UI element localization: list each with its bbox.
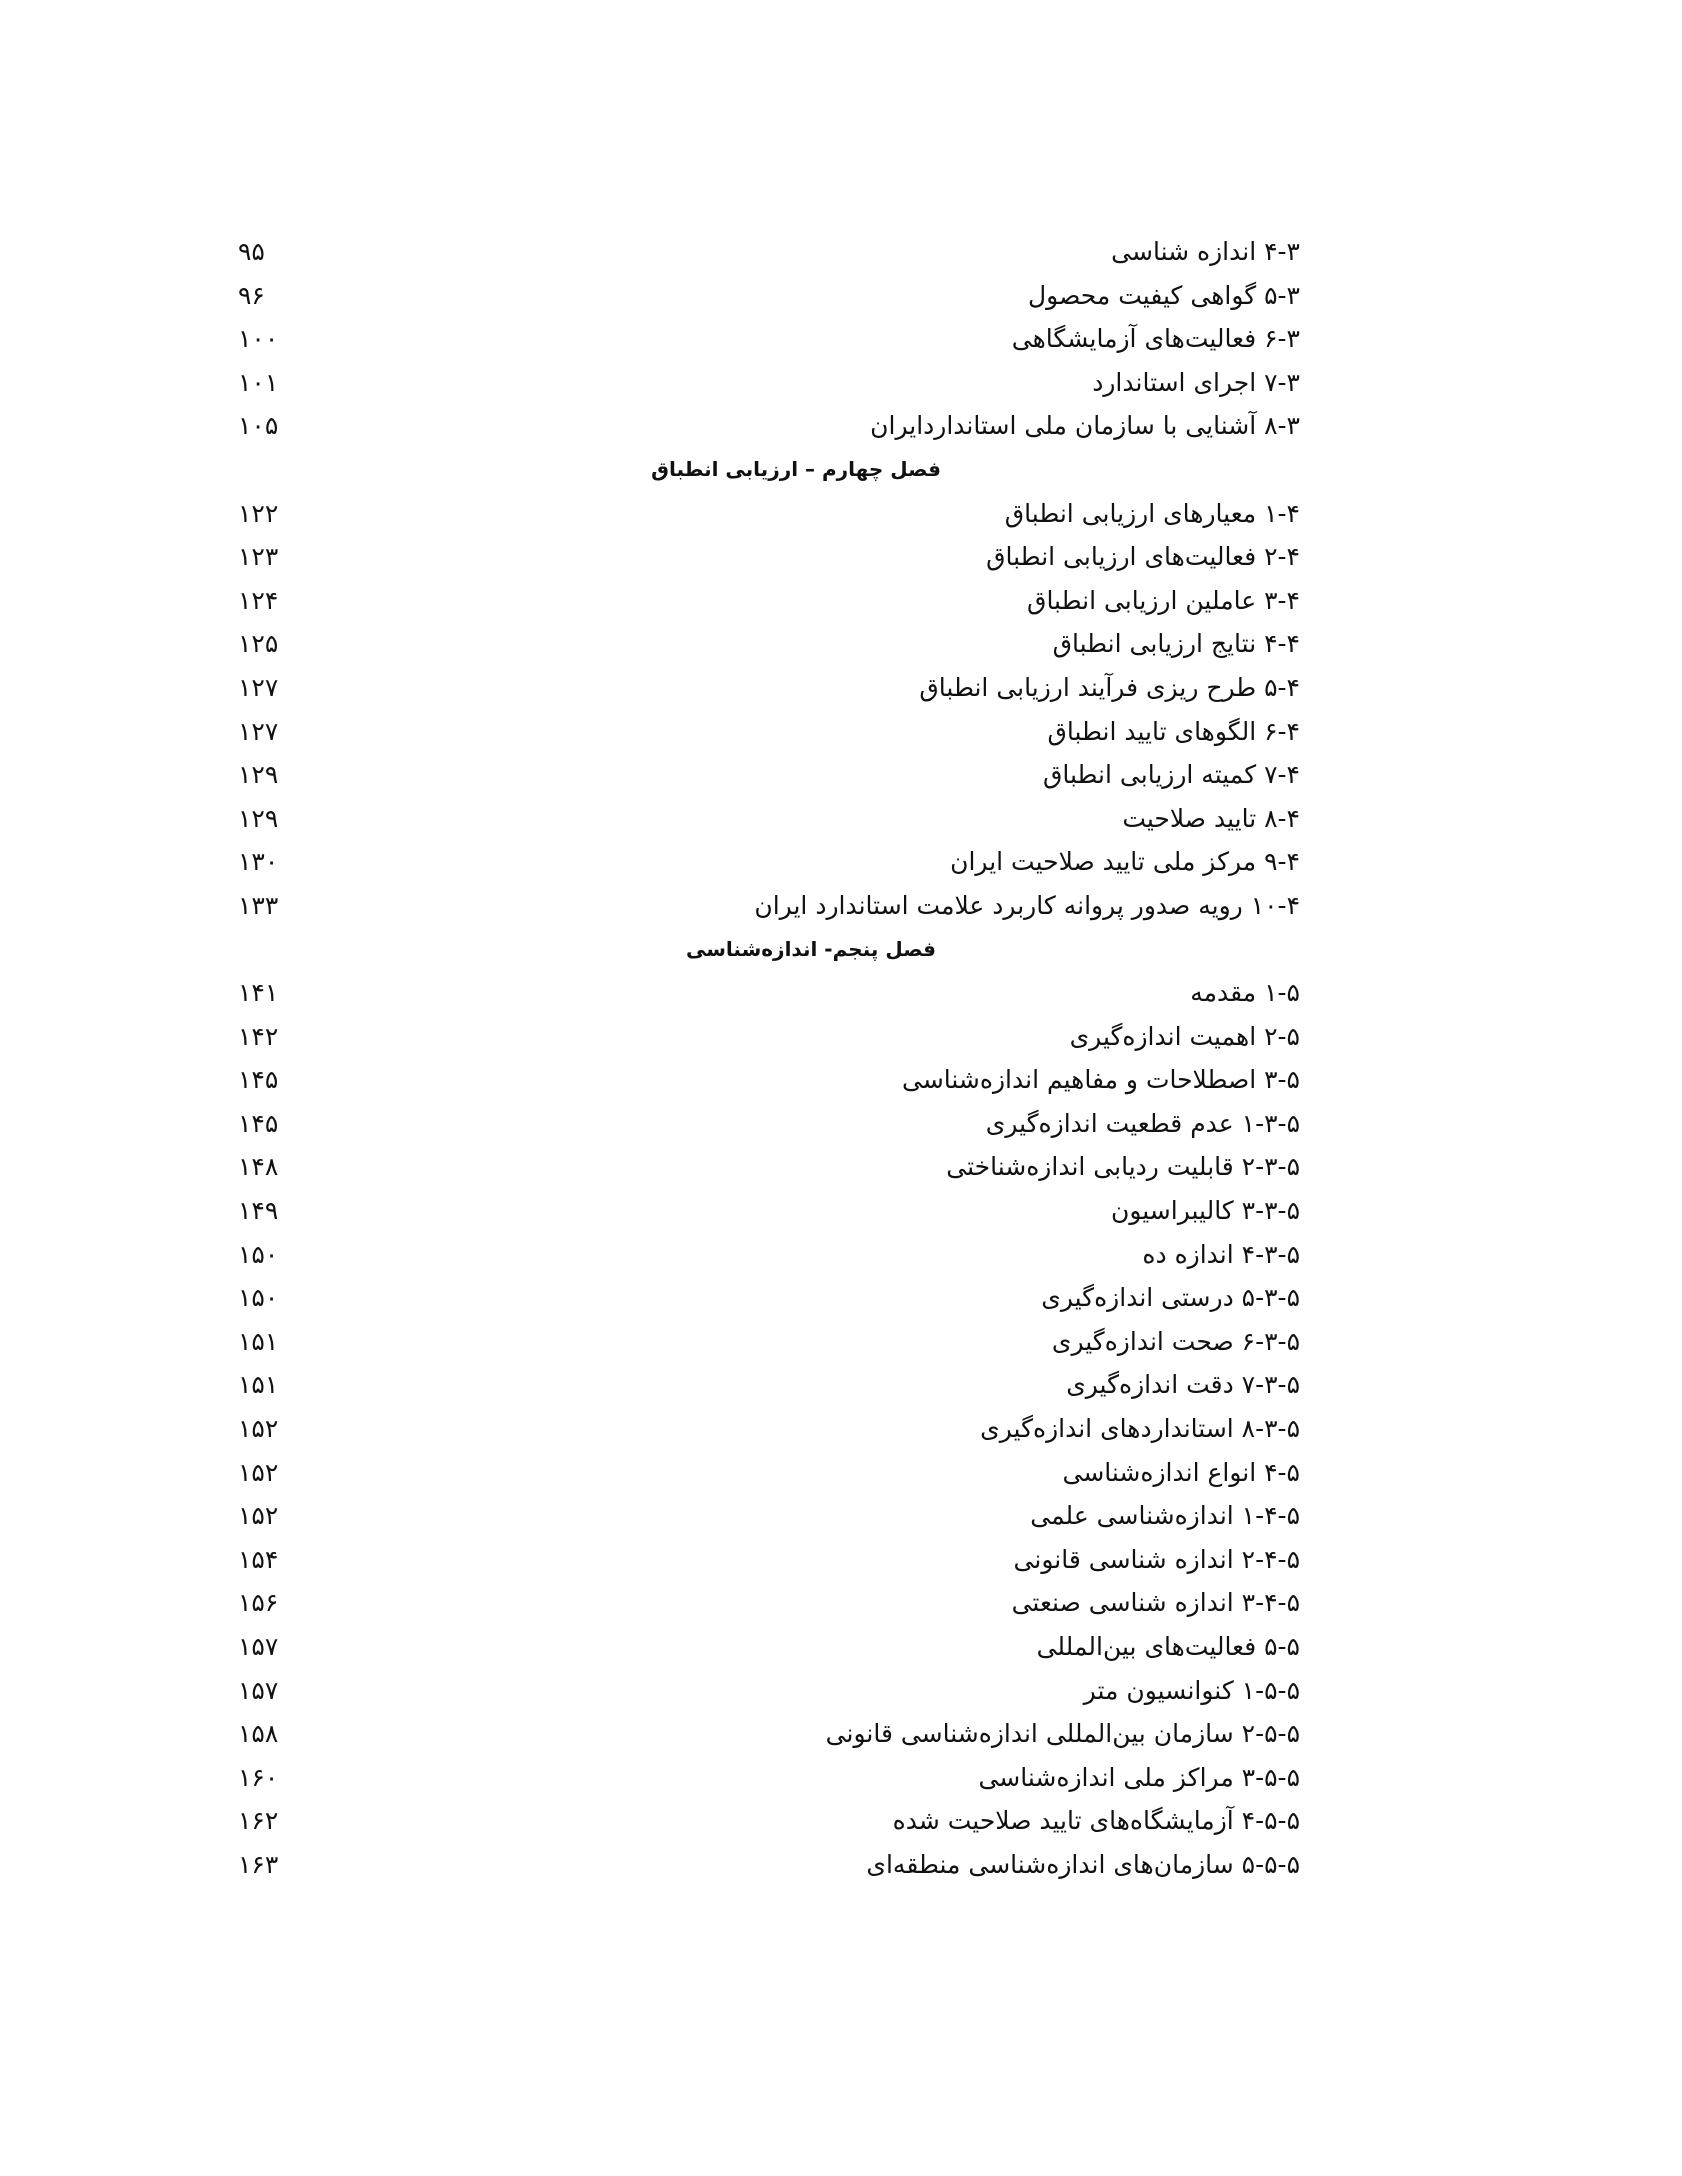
toc-entry-page-number: ۱۰۱	[238, 367, 279, 397]
toc-entry	[0, 1407, 1682, 1451]
toc-entry-page-number: ۱۳۰	[238, 847, 279, 877]
toc-entry-page-number: ۱۰۵	[238, 411, 279, 441]
toc-entry-page-number: ۱۵۰	[238, 1283, 279, 1313]
toc-entry-title: ۵-۳-۵ درستی اندازه‌گیری	[1041, 1283, 1300, 1313]
toc-entry	[0, 971, 1682, 1015]
toc-group-chapter5	[0, 971, 1682, 1886]
toc-entry	[0, 884, 1682, 928]
toc-entry-title: ۱-۴-۵ اندازه‌شناسی علمی	[1030, 1501, 1300, 1531]
toc-entry	[0, 622, 1682, 666]
toc-entry	[0, 1451, 1682, 1495]
toc-entry-title: ۷-۳ اجرای استاندارد	[1092, 367, 1300, 397]
toc-entry	[0, 1058, 1682, 1102]
toc-entry-page-number: ۱۲۷	[238, 716, 279, 746]
toc-entry	[0, 1712, 1682, 1756]
chapter4-heading-text: فصل چهارم – ارزیابی انطباق	[651, 456, 941, 481]
toc-entry-title: ۳-۳-۵ کالیبراسیون	[1110, 1196, 1300, 1226]
toc-entry-page-number: ۱۴۲	[238, 1021, 279, 1051]
toc-entry-title: ۸-۳-۵ استانداردهای اندازه‌گیری	[980, 1414, 1300, 1444]
toc-entry-title: ۳-۵ اصطلاحات و مفاهیم اندازه‌شناسی	[901, 1065, 1300, 1095]
toc-entry-title: ۱-۴ معیارهای ارزیابی انطباق	[1004, 498, 1300, 528]
toc-entry	[0, 1145, 1682, 1189]
toc-entry-title: ۸-۳ آشنایی با سازمان ملی استاندارد‌ایران	[870, 411, 1300, 441]
toc-entry-title: ۱۰-۴ رویه صدور پروانه کاربرد علامت استاندارد ایران	[754, 890, 1300, 920]
toc-entry-title: ۲-۴-۵ اندازه شناسی قانونی	[1013, 1544, 1300, 1574]
toc-entry	[0, 535, 1682, 579]
toc-entry	[0, 1756, 1682, 1800]
toc-entry	[0, 1320, 1682, 1364]
toc-entry-title: ۵-۵-۵ سازمان‌های اندازه‌شناسی منطقه‌ای	[866, 1849, 1300, 1879]
toc-entry-page-number: ۱۵۷	[238, 1675, 279, 1705]
table-of-contents	[0, 230, 1682, 1887]
toc-entry-title: ۸-۴ تایید صلاحیت	[1122, 803, 1300, 833]
toc-entry	[0, 1494, 1682, 1538]
toc-entry-title: ۵-۵ فعالیت‌های بین‌المللی	[1036, 1632, 1300, 1661]
toc-entry-page-number: ۱۵۲	[238, 1414, 279, 1444]
toc-entry-page-number: ۱۵۱	[238, 1326, 279, 1356]
toc-entry	[0, 317, 1682, 361]
toc-entry-page-number: ۱۵۲	[238, 1457, 279, 1487]
toc-entry-page-number: ۱۲۳	[238, 542, 279, 572]
chapter-heading	[0, 928, 1682, 972]
chapter-heading	[0, 448, 1682, 492]
toc-entry-page-number: ۱۵۸	[238, 1719, 279, 1749]
toc-entry-title: ۷-۳-۵ دقت اندازه‌گیری	[1066, 1370, 1300, 1400]
toc-group-chapter3	[0, 230, 1682, 448]
toc-entry-title: ۴-۳ اندازه شناسی	[1111, 237, 1300, 266]
toc-entry-page-number: ۱۲۵	[238, 629, 279, 659]
toc-entry	[0, 361, 1682, 405]
toc-entry-title: ۲-۴ فعالیت‌های ارزیابی انطباق	[986, 542, 1300, 572]
toc-entry-title: ۷-۴ کمیته ارزیابی انطباق	[1042, 760, 1300, 790]
toc-entry	[0, 1363, 1682, 1407]
toc-entry-title: ۲-۵ اهمیت اندازه‌گیری	[1069, 1021, 1300, 1051]
toc-entry-page-number: ۱۴۵	[238, 1108, 279, 1138]
toc-entry	[0, 1581, 1682, 1625]
toc-entry-page-number: ۱۶۳	[238, 1849, 279, 1879]
toc-entry-title: ۴-۵-۵ آزمایشگاه‌های تایید صلاحیت شده	[892, 1806, 1300, 1836]
toc-entry	[0, 274, 1682, 318]
toc-entry	[0, 1189, 1682, 1233]
toc-entry	[0, 492, 1682, 536]
toc-entry	[0, 1625, 1682, 1669]
toc-entry-page-number: ۱۲۴	[238, 585, 279, 615]
toc-entry-page-number: ۱۴۵	[238, 1065, 279, 1095]
toc-entry-title: ۴-۴ نتایج ارزیابی انطباق	[1052, 629, 1300, 659]
toc-entry-title: ۶-۳ فعالیت‌های آزمایشگاهی	[1011, 324, 1300, 354]
chapter5-heading-text: فصل پنجم- اندازه‌شناسی	[686, 936, 936, 961]
toc-entry-page-number: ۹۶	[238, 280, 265, 310]
toc-entry	[0, 797, 1682, 841]
toc-entry	[0, 1233, 1682, 1277]
toc-entry-page-number: ۱۶۰	[238, 1762, 279, 1792]
toc-entry	[0, 579, 1682, 623]
toc-entry	[0, 666, 1682, 710]
toc-entry-title: ۴-۵ انواع اندازه‌شناسی	[1062, 1457, 1300, 1487]
toc-entry-page-number: ۱۵۴	[238, 1544, 279, 1574]
toc-entry-title: ۱-۳-۵ عدم قطعیت اندازه‌گیری	[985, 1108, 1300, 1138]
toc-group-chapter4	[0, 492, 1682, 928]
toc-entry	[0, 753, 1682, 797]
toc-entry	[0, 1799, 1682, 1843]
toc-entry-page-number: ۱۲۲	[238, 498, 279, 528]
toc-entry-page-number: ۱۴۸	[238, 1152, 279, 1182]
toc-entry-page-number: ۹۵	[238, 237, 265, 266]
toc-entry-page-number: ۱۵۰	[238, 1239, 279, 1269]
toc-entry-page-number: ۱۲۹	[238, 803, 279, 833]
toc-entry-title: ۲-۵-۵ سازمان بین‌المللی اندازه‌شناسی قانونی	[825, 1719, 1300, 1749]
toc-entry-page-number: ۱۴۹	[238, 1196, 279, 1226]
toc-entry-title: ۳-۵-۵ مراکز ملی اندازه‌شناسی	[978, 1762, 1300, 1792]
toc-entry-title: ۵-۳ گواهی کیفیت محصول	[1028, 280, 1300, 310]
toc-entry	[0, 1669, 1682, 1713]
toc-entry-page-number: ۱۲۹	[238, 760, 279, 790]
toc-entry-title: ۳-۴-۵ اندازه شناسی صنعتی	[1011, 1588, 1300, 1618]
toc-entry	[0, 1538, 1682, 1582]
toc-entry-page-number: ۱۳۳	[238, 890, 279, 920]
toc-entry	[0, 710, 1682, 754]
toc-entry	[0, 230, 1682, 274]
toc-entry	[0, 1843, 1682, 1887]
toc-entry-page-number: ۱۵۱	[238, 1370, 279, 1400]
toc-entry	[0, 1276, 1682, 1320]
toc-entry-title: ۲-۳-۵ قابلیت ردیابی اندازه‌شناختی	[946, 1152, 1300, 1182]
toc-entry-page-number: ۱۵۷	[238, 1632, 279, 1661]
toc-entry-title: ۶-۳-۵ صحت اندازه‌گیری	[1051, 1326, 1300, 1356]
toc-entry-title: ۶-۴ الگوهای تایید انطباق	[1047, 716, 1300, 746]
toc-entry-title: ۱-۵ مقدمه	[1190, 978, 1300, 1008]
toc-entry-page-number: ۱۵۶	[238, 1588, 279, 1618]
toc-entry-page-number: ۱۰۰	[238, 324, 279, 354]
toc-entry-page-number: ۱۴۱	[238, 978, 279, 1008]
toc-entry-page-number: ۱۶۲	[238, 1806, 279, 1836]
toc-entry	[0, 404, 1682, 448]
toc-entry-title: ۱-۵-۵ کنوانسیون متر	[1083, 1675, 1300, 1705]
toc-entry-title: ۴-۳-۵ اندازه ده	[1142, 1239, 1300, 1269]
toc-entry-title: ۹-۴ مرکز ملی تایید صلاحیت ایران	[950, 847, 1300, 877]
toc-entry	[0, 840, 1682, 884]
toc-entry-page-number: ۱۲۷	[238, 672, 279, 702]
toc-entry-page-number: ۱۵۲	[238, 1501, 279, 1531]
toc-entry-title: ۳-۴ عاملین ارزیابی انطباق	[1027, 585, 1300, 615]
toc-entry	[0, 1015, 1682, 1059]
toc-entry-title: ۵-۴ طرح ریزی فرآیند ارزیابی انطباق	[919, 672, 1300, 702]
toc-entry	[0, 1102, 1682, 1146]
